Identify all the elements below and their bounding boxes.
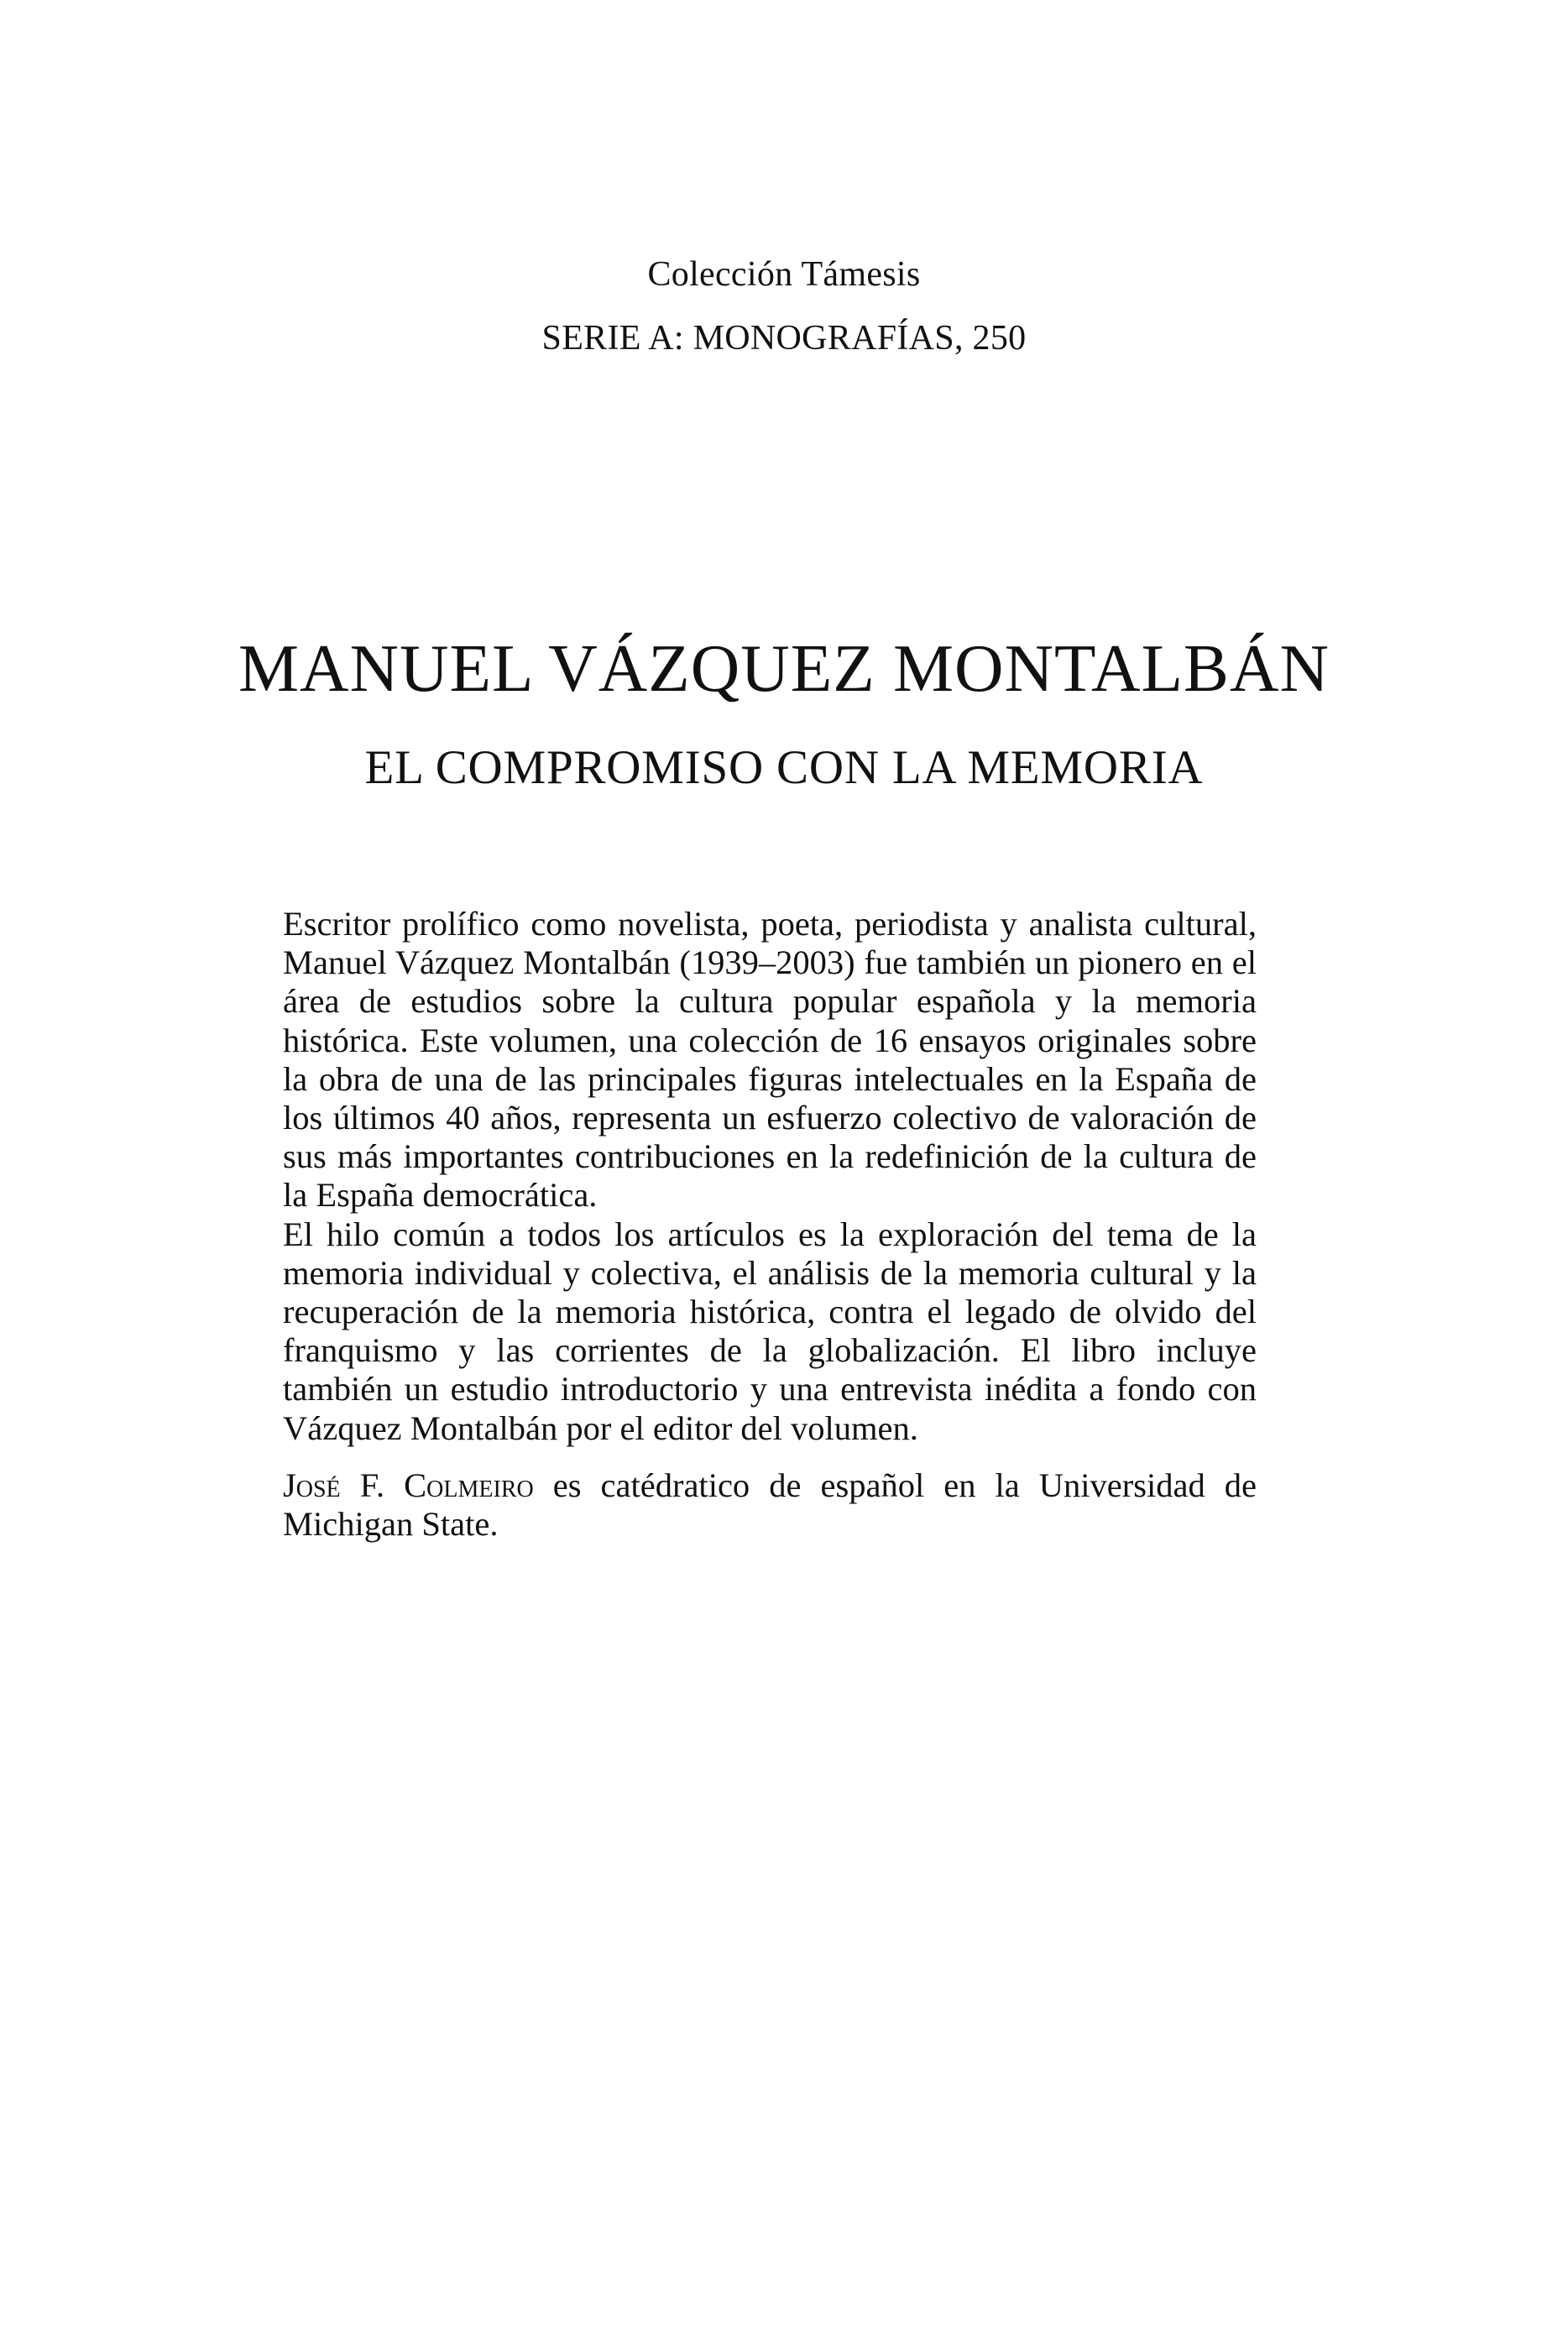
blurb <box>283 905 1257 1544</box>
series-number: SERIE A: MONOGRAFÍAS, 250 <box>541 319 1027 358</box>
book-title: MANUEL VÁZQUEZ MONTALBÁN <box>238 630 1330 706</box>
series-collection: Colección Támesis <box>647 255 921 294</box>
book-subtitle: EL COMPROMISO CON LA MEMORIA <box>364 741 1204 794</box>
blurb-paragraph: Escritor prolífico como novelista, poeta, periodista y analista cultural, Manuel Vázquez Montalbán (1939–2003) fue también un pionero en el área de estudios sobre la cultura popular española y la memoria histórica. Este volumen, una colección de 16 ensayos originales sobre la obra de una de las principales figuras intelectuales en la España de los últimos 40 años, representa un esfuerzo colectivo de valoración de sus más importantes contribuciones en la redefinición de la cultura de la España democrática. <box>283 905 1257 1215</box>
author-name: José F. Colmeiro <box>283 1466 534 1504</box>
author-description: es catédratico de español en la Universidad de Michigan State. <box>283 1466 1257 1544</box>
author-note <box>283 1466 1257 1544</box>
blurb-paragraph: El hilo común a todos los artículos es la exploración del tema de la memoria individual y colectiva, el análisis de la memoria cultural y la recuperación de la memoria histórica, contra el legado de olvido del franquismo y las corrientes de la globalización. El libro incluye también un estudio introductorio y una entrevista inédita a fondo con Vázquez Montalbán por el editor del volumen. <box>283 1215 1257 1447</box>
